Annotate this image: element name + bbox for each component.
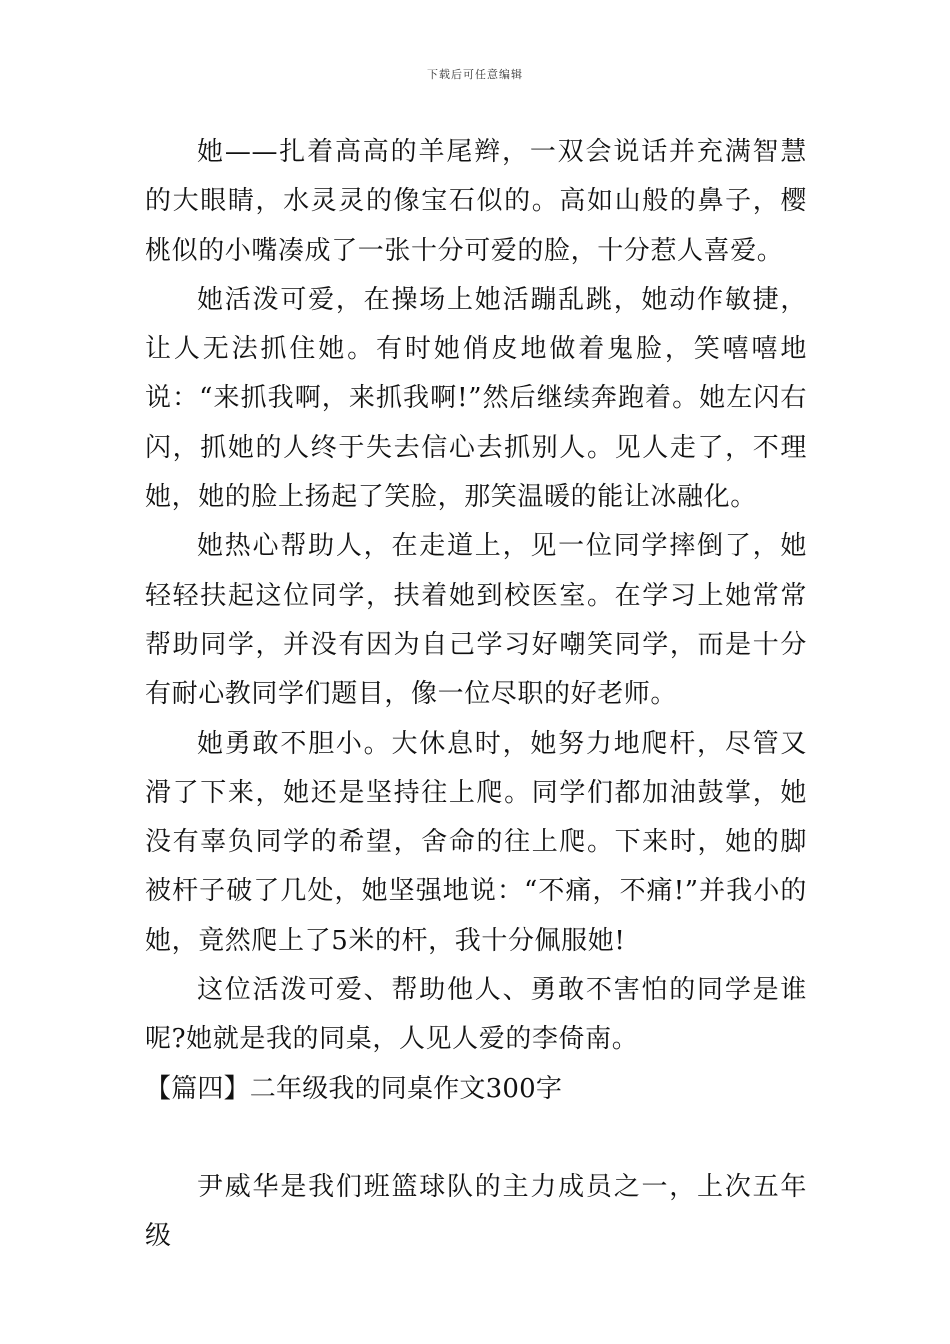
paragraph-conclusion: 这位活泼可爱、帮助他人、勇敢不害怕的同学是谁呢?她就是我的同桌，人见人爱的李倚南。 bbox=[145, 975, 807, 1055]
section-heading: 【篇四】二年级我的同桌作文300字 bbox=[145, 1073, 563, 1104]
section-spacer bbox=[145, 1114, 807, 1163]
paragraph-appearance: 她——扎着高高的羊尾辫，一双会说话并充满智慧的大眼睛，水灵灵的像宝石似的。高如山般的鼻子，樱桃似的小嘴凑成了一张十分可爱的脸，十分惹人喜爱。 bbox=[145, 137, 807, 266]
paragraph-lively: 她活泼可爱，在操场上她活蹦乱跳，她动作敏捷，让人无法抓住她。有时她俏皮地做着鬼脸，笑嘻嘻地说：“来抓我啊，来抓我啊!”然后继续奔跑着。她左闪右闪，抓她的人终于失去信心去抓别人。见人走了，不理她，她的脸上扬起了笑脸，那笑温暖的能让冰融化。 bbox=[145, 284, 807, 513]
header-note: 下载后可任意编辑 bbox=[427, 68, 523, 81]
document-body bbox=[145, 128, 807, 1262]
paragraph-brave: 她勇敢不胆小。大休息时，她努力地爬杆，尽管又滑了下来，她还是坚持往上爬。同学们都加油鼓掌，她没有辜负同学的希望，舍命的往上爬。下来时，她的脚被杆子破了几处，她坚强地说：“不痛，不痛!”并我小的她，竟然爬上了5米的杆，我十分佩服她! bbox=[145, 728, 807, 956]
paragraph-helpful: 她热心帮助人，在走道上，见一位同学摔倒了，她轻轻扶起这位同学，扶着她到校医室。在学习上她常常帮助同学，并没有因为自己学习好嘲笑同学，而是十分有耐心教同学们题目，像一位尽职的好老师。 bbox=[145, 531, 807, 710]
paragraph-section-start: 尹威华是我们班篮球队的主力成员之一，上次五年级 bbox=[145, 1171, 807, 1252]
